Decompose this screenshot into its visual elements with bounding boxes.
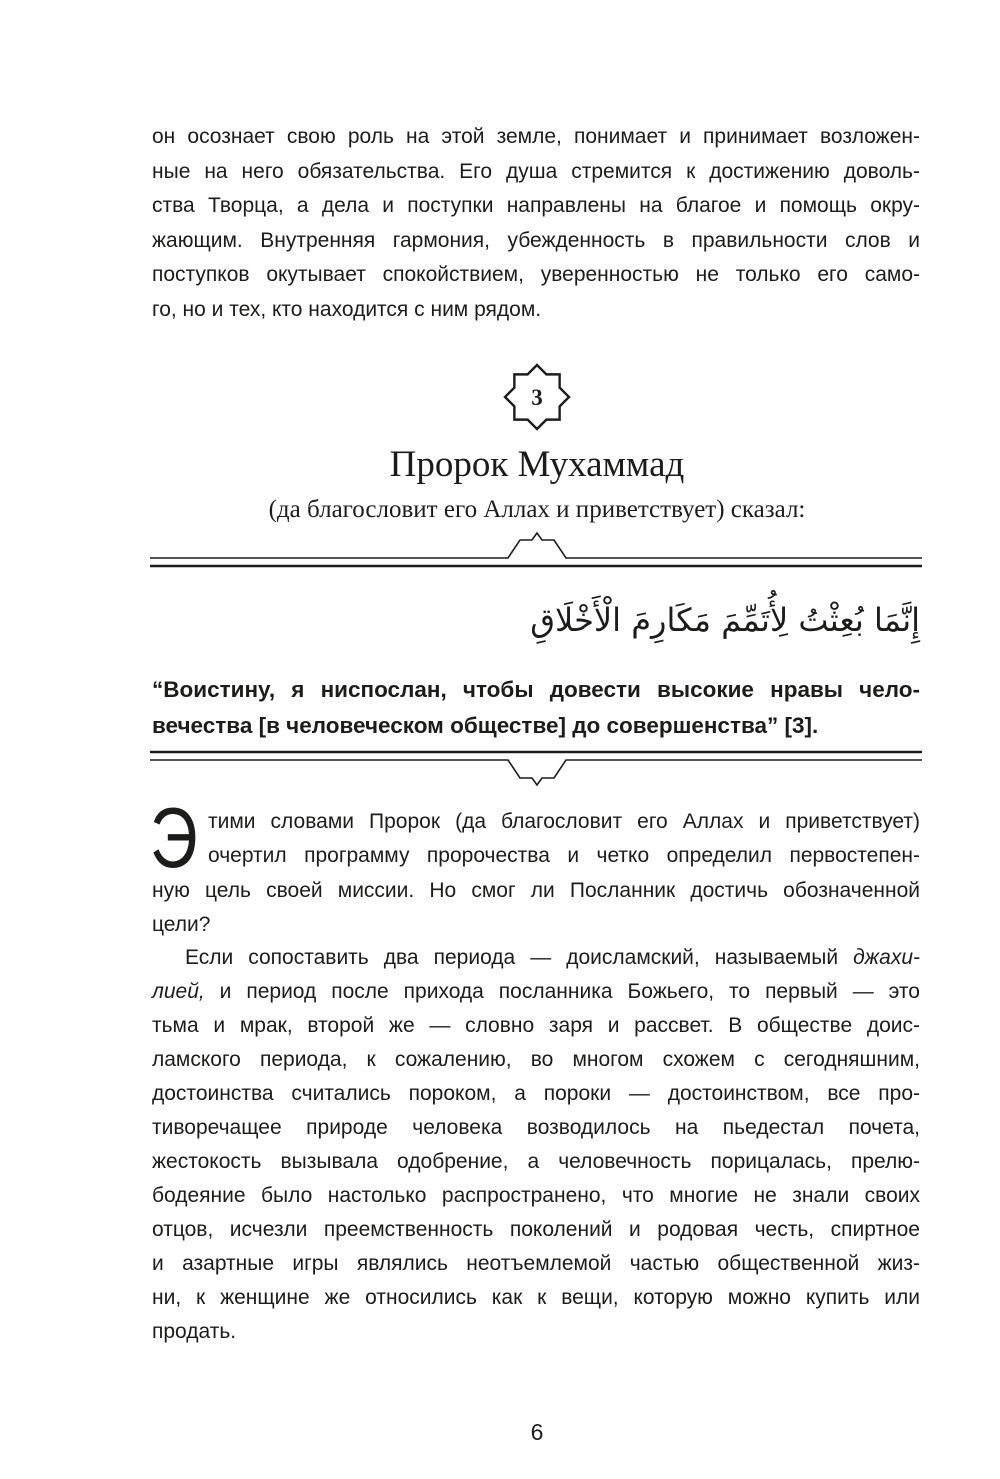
text-segment: Если сопоставить два периода — доисламский, называемый xyxy=(185,946,854,969)
divider-ornament-bottom xyxy=(150,740,922,790)
body-paragraph-2 xyxy=(152,941,920,1349)
page-number: 6 xyxy=(530,1419,544,1445)
text-line xyxy=(152,941,920,975)
italic-term: джахи- xyxy=(853,946,920,969)
text-line xyxy=(152,975,920,1009)
hadith-arabic: إِنَّمَا بُعِثْتُ لِأُتَمِّمَ مَكَارِمَ الْأَخْلَاقِ xyxy=(530,601,920,639)
text-segment: и период после прихода посланника Божьего, то первый — это xyxy=(204,980,920,1003)
text-line: тиворечащее природе человека возводилось на пьедестал почета, xyxy=(152,1116,920,1139)
text-line: цели? xyxy=(152,912,211,936)
text-line: го, но и тех, кто находится с ним рядом. xyxy=(152,297,542,321)
text-line: ни, к женщине же относились как к вещи, которую можно купить или xyxy=(152,1286,920,1309)
chapter-subtitle: (да благословит его Аллах и приветствует) сказал: xyxy=(268,496,806,523)
chapter-title: Пророк Мухаммад xyxy=(389,444,685,485)
text-line: очертил программу пророчества и четко определил первостепен- xyxy=(208,844,920,868)
top-paragraph xyxy=(152,120,920,328)
text-line: тими словами Пророк (да благословит его Аллах и приветствует) xyxy=(208,810,920,833)
text-line: достоинства считались пороком, а пороки — достоинством, все про- xyxy=(152,1082,920,1105)
text-line: ства Творца, а дела и поступки направлены на благое и помощь окру- xyxy=(152,194,920,218)
text-line: и азартные игры являлись неотъемлемой частью общественной жиз- xyxy=(152,1252,920,1275)
divider-ornament-top xyxy=(150,528,922,578)
chapter-number-badge xyxy=(502,362,572,432)
text-line: вечества [в человеческом обществе] до совершенства” [3]. xyxy=(152,713,819,738)
text-line: продать. xyxy=(152,1320,237,1343)
text-line: бодеяние было настолько распространено, что многие не знали своих xyxy=(152,1184,920,1207)
body-paragraph-1 xyxy=(152,805,920,942)
text-line: ные на него обязательства. Его душа стремится к достижению доволь- xyxy=(152,159,920,183)
text-line: жестокость вызывала одобрение, а человечность порицалась, прелю- xyxy=(152,1150,920,1173)
divider-ornament-icon xyxy=(150,760,922,785)
text-line: жающим. Внутренняя гармония, убежденность в правильности слов и xyxy=(152,228,920,252)
text-line: ламского периода, к сожалению, во многом схожем с сегодняшним, xyxy=(152,1048,920,1071)
hadith-translation xyxy=(152,672,920,744)
text-line: отцов, исчезли преемственность поколений и родовая честь, спиртное xyxy=(152,1218,920,1241)
text-line: “Воистину, я ниспослан, чтобы довести высокие нравы чело- xyxy=(152,677,920,702)
text-line: тьма и мрак, второй же — словно заря и рассвет. В обществе доис- xyxy=(152,1014,920,1037)
text-line: он осознает свою роль на этой земле, понимает и принимает возложен- xyxy=(152,125,920,148)
text-line: ную цель своей миссии. Но смог ли Посланник достичь обозначенной xyxy=(152,878,920,902)
text-line: поступков окутывает спокойствием, уверенностью не только его само- xyxy=(152,263,920,287)
italic-term: лией, xyxy=(152,980,205,1003)
chapter-number: 3 xyxy=(531,385,543,410)
drop-cap-letter: Э xyxy=(150,791,198,886)
divider-ornament-icon xyxy=(150,533,922,558)
